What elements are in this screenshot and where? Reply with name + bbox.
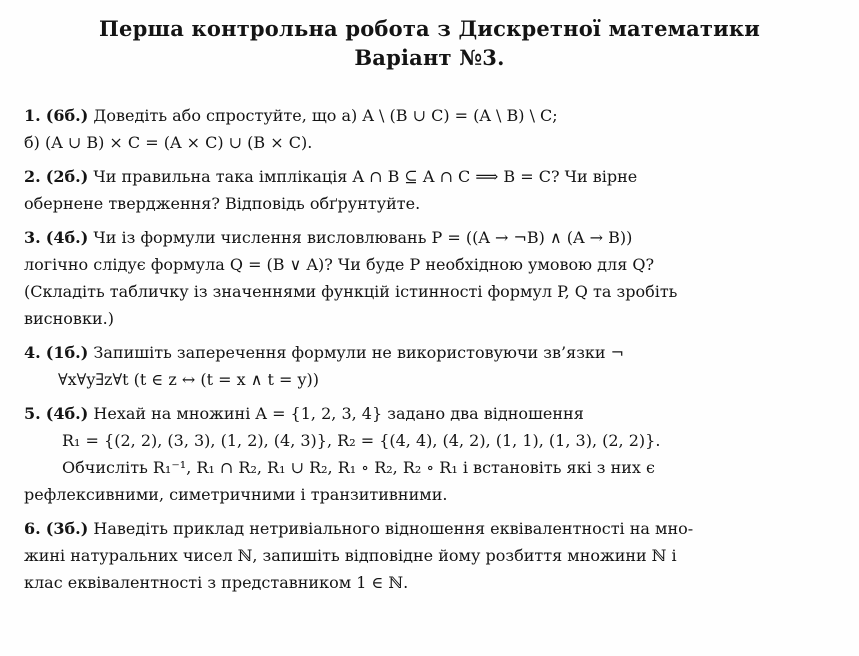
problem-6-text-3: клас еквівалентності з представником 1 ∈ ℕ. [24, 573, 409, 592]
problem-4-line-1 [24, 339, 818, 366]
problem-6-number: 6. [24, 519, 41, 538]
problem-list [24, 102, 818, 603]
problem-1 [24, 102, 818, 156]
problem-2-number: 2. [24, 167, 41, 186]
problem-4-formula: ∀x∀y∃z∀t (t ∈ z ↔ (t = x ∧ t = y)) [58, 370, 320, 389]
problem-3-text-1: Чи із формули числення висловлювань P = ((A → ¬B) ∧ (A → B)) [93, 228, 633, 247]
problem-3-line-1 [24, 224, 818, 251]
problem-5-relations: R₁ = {(2, 2), (3, 3), (1, 2), (4, 3)}, R₂ = {(4, 4), (4, 2), (1, 1), (1, 3), (2, 2)}. [62, 431, 661, 450]
problem-1-line-1 [24, 102, 818, 129]
problem-3-number: 3. [24, 228, 41, 247]
problem-6-text-1: Наведіть приклад нетривіального відношення еквівалентності на мно- [93, 519, 694, 538]
problem-2 [24, 163, 818, 217]
problem-1-points: (6б.) [45, 106, 89, 125]
problem-4-text-1: Запишіть заперечення формули не використовуючи зв’язки ¬ [93, 343, 625, 362]
problem-4-number: 4. [24, 343, 41, 362]
problem-5-points: (4б.) [45, 404, 89, 423]
problem-5 [24, 400, 818, 508]
problem-2-line-1 [24, 163, 818, 190]
problem-6 [24, 515, 818, 596]
problem-6-points: (3б.) [45, 519, 89, 538]
problem-5-text-1: Нехай на множині A = {1, 2, 3, 4} задано два відношення [93, 404, 584, 423]
problem-3-text-3: (Складіть табличку із значеннями функцій істинності формул P, Q та зробіть [24, 282, 678, 301]
problem-2-text-2: обернене твердження? Відповідь обґрунтуйте. [24, 194, 421, 213]
problem-5-line-1 [24, 400, 818, 427]
problem-1-text-2: б) (A ∪ B) × C = (A × C) ∪ (B × C). [24, 133, 313, 152]
problem-2-points: (2б.) [45, 167, 89, 186]
problem-3-text-4: висновки.) [24, 309, 114, 328]
problem-2-text-1: Чи правильна така імплікація A ∩ B ⊆ A ∩ C ⟹ B = C? Чи вірне [93, 167, 638, 186]
problem-6-text-2: жині натуральних чисел ℕ, запишіть відповідне йому розбиття множини ℕ і [24, 546, 677, 565]
problem-4-points: (1б.) [45, 343, 89, 362]
problem-1-text-1: Доведіть або спростуйте, що а) A \ (B ∪ C) = (A \ B) \ C; [93, 106, 558, 125]
problem-4 [24, 339, 818, 393]
variant-label: Варіант №3. [354, 45, 505, 70]
problem-5-text-4: рефлексивними, симетричними і транзитивними. [24, 485, 448, 504]
problem-5-number: 5. [24, 404, 41, 423]
problem-3 [24, 224, 818, 332]
problem-1-number: 1. [24, 106, 41, 125]
document-title: Перша контрольна робота з Дискретної математики [98, 16, 761, 41]
problem-5-text-3: Обчисліть R₁⁻¹, R₁ ∩ R₂, R₁ ∪ R₂, R₁ ∘ R₂, R₂ ∘ R₁ і встановіть які з них є [62, 458, 655, 477]
title-block [0, 14, 859, 72]
problem-6-line-1 [24, 515, 818, 542]
problem-3-text-2: логічно слідує формула Q = (B ∨ A)? Чи буде P необхідною умовою для Q? [24, 255, 655, 274]
problem-3-points: (4б.) [45, 228, 89, 247]
